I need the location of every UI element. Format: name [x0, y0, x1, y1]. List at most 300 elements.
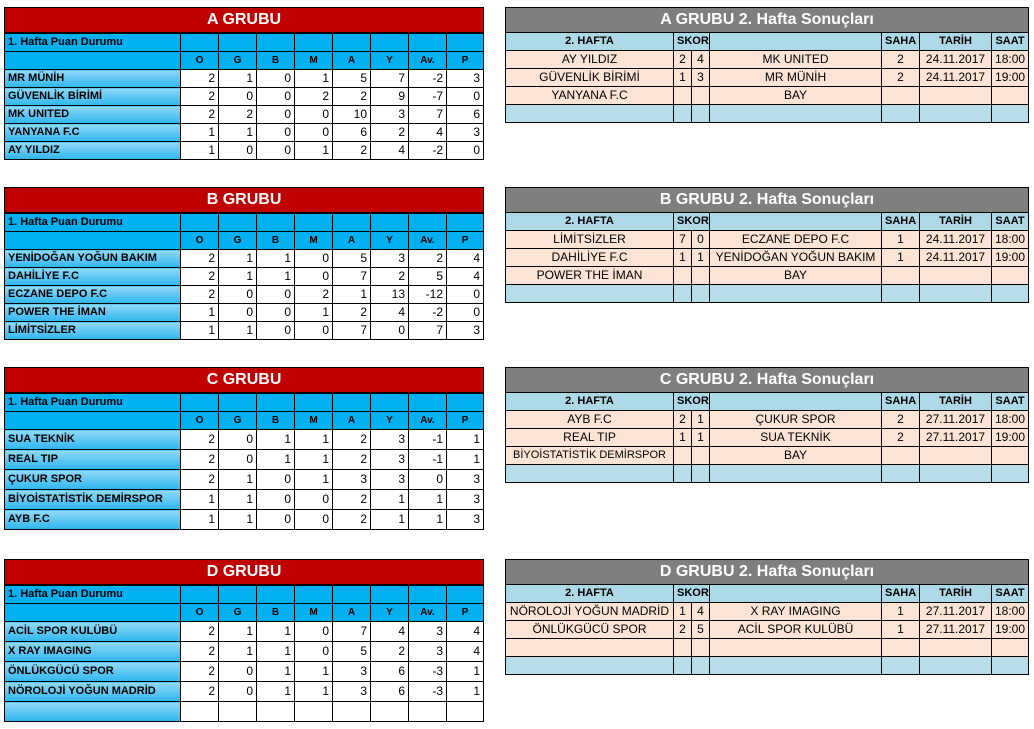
away-score: 1: [692, 249, 710, 267]
cell-m: 1: [295, 682, 333, 702]
table-row: [5, 510, 484, 530]
col-saha: SAHA: [882, 393, 920, 411]
cell-g: 0: [219, 430, 257, 450]
col-a: A: [333, 412, 371, 430]
col-b: B: [257, 52, 295, 70]
cell-y: 2: [371, 642, 409, 662]
cell-a: 2: [333, 430, 371, 450]
home-team: LİMİTSİZLER: [506, 231, 674, 249]
match-row: [506, 267, 1029, 285]
team-name: X RAY IMAGING: [5, 642, 181, 662]
table-row: [5, 142, 484, 160]
cell-g: 0: [219, 142, 257, 160]
team-name: AY YILDIZ: [5, 142, 181, 160]
cell-y: 2: [371, 124, 409, 142]
cell-y: 3: [371, 250, 409, 268]
match-row: [506, 639, 1029, 657]
cell-g: 1: [219, 268, 257, 286]
home-team: AYB F.C: [506, 411, 674, 429]
home-score: 1: [674, 429, 692, 447]
col-a: A: [333, 604, 371, 622]
cell-p: 4: [447, 622, 484, 642]
cell-av: -1: [409, 450, 447, 470]
group-d-standings: [4, 559, 484, 722]
cell-g: 1: [219, 490, 257, 510]
tarih: 27.11.2017: [920, 429, 992, 447]
cell-a: 5: [333, 642, 371, 662]
cell-y: 0: [371, 322, 409, 340]
cell-av: 2: [409, 250, 447, 268]
team-name: POWER THE İMAN: [5, 304, 181, 322]
col-b: B: [257, 604, 295, 622]
cell-m: 1: [295, 450, 333, 470]
cell-o: 1: [181, 142, 219, 160]
team-name: AYB F.C: [5, 510, 181, 530]
col-hafta: 2. HAFTA: [506, 213, 674, 231]
cell-p: 3: [447, 124, 484, 142]
cell-g: 0: [219, 286, 257, 304]
cell-p: 1: [447, 430, 484, 450]
cell-y: 4: [371, 304, 409, 322]
saat: 19:00: [992, 429, 1029, 447]
cell-b: 0: [257, 470, 295, 490]
cell-o: 2: [181, 470, 219, 490]
saha: 1: [882, 249, 920, 267]
col-skor: SKOR: [674, 393, 710, 411]
team-name: YANYANA F.C: [5, 124, 181, 142]
team-name: MK UNITED: [5, 106, 181, 124]
cell-a: 2: [333, 142, 371, 160]
away-score: 1: [692, 411, 710, 429]
tarih: 24.11.2017: [920, 231, 992, 249]
cell-m: 1: [295, 430, 333, 450]
saat: [992, 267, 1029, 285]
cell-b: 0: [257, 142, 295, 160]
col-av: Av.: [409, 52, 447, 70]
home-team: GÜVENLİK BİRİMİ: [506, 69, 674, 87]
cell-g: 1: [219, 250, 257, 268]
col-saat: SAAT: [992, 585, 1029, 603]
cell-av: 4: [409, 124, 447, 142]
cell-av: -2: [409, 70, 447, 88]
cell-g: 0: [219, 88, 257, 106]
away-score: 4: [692, 51, 710, 69]
cell-o: 1: [181, 322, 219, 340]
cell-p: 1: [447, 662, 484, 682]
table-row: [5, 470, 484, 490]
cell-av: -1: [409, 430, 447, 450]
away-score: 4: [692, 603, 710, 621]
cell-m: 0: [295, 268, 333, 286]
cell-o: 2: [181, 662, 219, 682]
cell-p: 3: [447, 490, 484, 510]
cell-av: 7: [409, 106, 447, 124]
group-title: C GRUBU: [5, 368, 484, 394]
col-o: O: [181, 52, 219, 70]
cell-p: 0: [447, 88, 484, 106]
col-p: P: [447, 604, 484, 622]
results-title: A GRUBU 2. Hafta Sonuçları: [506, 8, 1029, 33]
cell-y: 2: [371, 268, 409, 286]
cell-b: 1: [257, 662, 295, 682]
saat: 19:00: [992, 249, 1029, 267]
table-row: [5, 106, 484, 124]
cell-b: 0: [257, 88, 295, 106]
cell-av: -2: [409, 304, 447, 322]
saat: 19:00: [992, 621, 1029, 639]
cell-av: -3: [409, 682, 447, 702]
standings-label: 1. Hafta Puan Durumu: [5, 585, 181, 604]
cell-o: 2: [181, 286, 219, 304]
cell-p: 3: [447, 70, 484, 88]
cell-y: 1: [371, 510, 409, 530]
saat: [992, 639, 1029, 657]
saat: [992, 87, 1029, 105]
home-team: ÖNLÜKGÜCÜ SPOR: [506, 621, 674, 639]
col-p: P: [447, 232, 484, 250]
cell-y: 4: [371, 142, 409, 160]
group-a-standings: [4, 7, 484, 160]
saha: 2: [882, 51, 920, 69]
col-o: O: [181, 232, 219, 250]
tarih: 27.11.2017: [920, 621, 992, 639]
standings-label: 1. Hafta Puan Durumu: [5, 393, 181, 412]
away-score: [692, 267, 710, 285]
cell-g: 0: [219, 662, 257, 682]
team-name: ÖNLÜKGÜCÜ SPOR: [5, 662, 181, 682]
team-name: YENİDOĞAN YOĞUN BAKIM: [5, 250, 181, 268]
away-score: 3: [692, 69, 710, 87]
cell-g: 1: [219, 470, 257, 490]
col-y: Y: [371, 232, 409, 250]
cell-o: 2: [181, 622, 219, 642]
tarih: 24.11.2017: [920, 51, 992, 69]
cell-b: 1: [257, 682, 295, 702]
cell-g: 0: [219, 304, 257, 322]
cell-av: -2: [409, 142, 447, 160]
cell-av: 1: [409, 490, 447, 510]
table-row: [5, 124, 484, 142]
standings-label: 1. Hafta Puan Durumu: [5, 33, 181, 52]
cell-a: 2: [333, 88, 371, 106]
cell-b: 1: [257, 268, 295, 286]
home-score: [674, 87, 692, 105]
cell-y: 9: [371, 88, 409, 106]
table-row: [5, 304, 484, 322]
col-p: P: [447, 412, 484, 430]
table-row: [5, 88, 484, 106]
away-team: ACİL SPOR KULÜBÜ: [710, 621, 882, 639]
cell-y: 6: [371, 662, 409, 682]
col-tarih: TARİH: [920, 585, 992, 603]
away-team: BAY: [710, 87, 882, 105]
cell-a: 7: [333, 322, 371, 340]
saat: 18:00: [992, 603, 1029, 621]
cell-b: 0: [257, 304, 295, 322]
cell-g: 1: [219, 642, 257, 662]
cell-p: 4: [447, 642, 484, 662]
col-m: M: [295, 232, 333, 250]
col-tarih: TARİH: [920, 33, 992, 51]
table-row: [5, 322, 484, 340]
cell-a: 2: [333, 304, 371, 322]
col-p: P: [447, 52, 484, 70]
cell-av: -7: [409, 88, 447, 106]
col-b: B: [257, 412, 295, 430]
tarih: [920, 267, 992, 285]
group-a-results: [505, 7, 1029, 123]
home-team: [506, 639, 674, 657]
away-team: SUA TEKNİK: [710, 429, 882, 447]
col-saha: SAHA: [882, 33, 920, 51]
col-y: Y: [371, 412, 409, 430]
team-name: ACİL SPOR KULÜBÜ: [5, 622, 181, 642]
home-score: 1: [674, 69, 692, 87]
col-tarih: TARİH: [920, 213, 992, 231]
group-title: B GRUBU: [5, 188, 484, 214]
saat: 18:00: [992, 411, 1029, 429]
group-c-standings: [4, 367, 484, 530]
team-name: MR MÜNİH: [5, 70, 181, 88]
tarih: 27.11.2017: [920, 411, 992, 429]
cell-a: 2: [333, 510, 371, 530]
cell-o: 1: [181, 124, 219, 142]
home-team: AY YILDIZ: [506, 51, 674, 69]
col-saha: SAHA: [882, 585, 920, 603]
cell-p: 6: [447, 106, 484, 124]
match-row: [506, 411, 1029, 429]
cell-av: 5: [409, 268, 447, 286]
tarih: 24.11.2017: [920, 69, 992, 87]
team-name: GÜVENLİK BİRİMİ: [5, 88, 181, 106]
col-a: A: [333, 232, 371, 250]
cell-g: 1: [219, 622, 257, 642]
cell-m: 0: [295, 622, 333, 642]
away-team: MR MÜNİH: [710, 69, 882, 87]
cell-a: 10: [333, 106, 371, 124]
away-team: YENİDOĞAN YOĞUN BAKIM: [710, 249, 882, 267]
col-saat: SAAT: [992, 213, 1029, 231]
match-row: [506, 249, 1029, 267]
cell-b: 0: [257, 510, 295, 530]
cell-a: 5: [333, 250, 371, 268]
cell-g: 1: [219, 322, 257, 340]
cell-o: 2: [181, 70, 219, 88]
table-row: [5, 622, 484, 642]
group-title: A GRUBU: [5, 8, 484, 34]
cell-b: 1: [257, 622, 295, 642]
cell-y: 3: [371, 430, 409, 450]
cell-a: 3: [333, 662, 371, 682]
table-row: [5, 662, 484, 682]
team-name: BİYOİSTATİSTİK DEMİRSPOR: [5, 490, 181, 510]
away-score: [692, 639, 710, 657]
cell-av: 0: [409, 470, 447, 490]
table-row: [5, 642, 484, 662]
col-tarih: TARİH: [920, 393, 992, 411]
col-m: M: [295, 52, 333, 70]
cell-av: -3: [409, 662, 447, 682]
col-g: G: [219, 412, 257, 430]
cell-a: 3: [333, 682, 371, 702]
away-team: BAY: [710, 267, 882, 285]
col-m: M: [295, 412, 333, 430]
saha: 1: [882, 603, 920, 621]
table-row: [5, 450, 484, 470]
away-team: MK UNITED: [710, 51, 882, 69]
results-title: B GRUBU 2. Hafta Sonuçları: [506, 188, 1029, 213]
saha: [882, 447, 920, 465]
col-saha: SAHA: [882, 213, 920, 231]
away-score: 1: [692, 429, 710, 447]
table-row: [5, 430, 484, 450]
cell-o: 1: [181, 304, 219, 322]
col-saat: SAAT: [992, 393, 1029, 411]
cell-a: 1: [333, 286, 371, 304]
cell-p: 3: [447, 470, 484, 490]
cell-g: 1: [219, 124, 257, 142]
table-row: [5, 268, 484, 286]
col-skor: SKOR: [674, 585, 710, 603]
team-name: SUA TEKNİK: [5, 430, 181, 450]
match-row: [506, 231, 1029, 249]
match-row: [506, 51, 1029, 69]
col-av: Av.: [409, 604, 447, 622]
cell-o: 2: [181, 88, 219, 106]
cell-g: 1: [219, 70, 257, 88]
saat: 18:00: [992, 231, 1029, 249]
cell-b: 1: [257, 250, 295, 268]
group-title: D GRUBU: [5, 560, 484, 586]
table-row: [5, 70, 484, 88]
cell-b: 1: [257, 642, 295, 662]
col-o: O: [181, 412, 219, 430]
cell-m: 0: [295, 124, 333, 142]
saat: [992, 447, 1029, 465]
cell-o: 2: [181, 682, 219, 702]
col-b: B: [257, 232, 295, 250]
cell-b: 0: [257, 106, 295, 124]
team-name: ÇUKUR SPOR: [5, 470, 181, 490]
cell-a: 5: [333, 70, 371, 88]
cell-p: 0: [447, 304, 484, 322]
away-team: ÇUKUR SPOR: [710, 411, 882, 429]
cell-p: 4: [447, 268, 484, 286]
cell-o: 1: [181, 490, 219, 510]
tarih: [920, 639, 992, 657]
cell-y: 7: [371, 70, 409, 88]
cell-a: 6: [333, 124, 371, 142]
away-team: ECZANE DEPO F.C: [710, 231, 882, 249]
tarih: [920, 447, 992, 465]
col-saat: SAAT: [992, 33, 1029, 51]
cell-a: 7: [333, 268, 371, 286]
away-team: [710, 639, 882, 657]
cell-m: 1: [295, 662, 333, 682]
match-row: [506, 429, 1029, 447]
match-row: [506, 69, 1029, 87]
cell-a: 7: [333, 622, 371, 642]
cell-o: 2: [181, 250, 219, 268]
home-score: 2: [674, 411, 692, 429]
cell-m: 1: [295, 142, 333, 160]
empty-row: [5, 702, 484, 722]
home-score: 7: [674, 231, 692, 249]
home-score: 2: [674, 51, 692, 69]
saat: 18:00: [992, 51, 1029, 69]
cell-b: 0: [257, 322, 295, 340]
cell-b: 0: [257, 124, 295, 142]
cell-o: 2: [181, 450, 219, 470]
cell-p: 3: [447, 510, 484, 530]
cell-m: 1: [295, 304, 333, 322]
saha: 2: [882, 411, 920, 429]
cell-m: 0: [295, 250, 333, 268]
table-row: [5, 490, 484, 510]
group-b-results: [505, 187, 1029, 303]
cell-av: -12: [409, 286, 447, 304]
cell-m: 0: [295, 510, 333, 530]
tarih: 24.11.2017: [920, 249, 992, 267]
cell-m: 1: [295, 470, 333, 490]
cell-y: 3: [371, 106, 409, 124]
cell-av: 7: [409, 322, 447, 340]
cell-y: 4: [371, 622, 409, 642]
saha: [882, 267, 920, 285]
col-av: Av.: [409, 232, 447, 250]
col-y: Y: [371, 52, 409, 70]
group-b-standings: [4, 187, 484, 340]
home-score: [674, 639, 692, 657]
cell-o: 1: [181, 510, 219, 530]
team-name: REAL TIP: [5, 450, 181, 470]
home-team: NÖROLOJİ YOĞUN MADRİD: [506, 603, 674, 621]
saha: 1: [882, 231, 920, 249]
group-d-results: [505, 559, 1029, 675]
cell-m: 0: [295, 106, 333, 124]
saha: 2: [882, 69, 920, 87]
home-team: BİYOİSTATİSTİK DEMİRSPOR: [506, 447, 674, 465]
cell-o: 2: [181, 268, 219, 286]
cell-a: 3: [333, 470, 371, 490]
match-row: [506, 447, 1029, 465]
cell-o: 2: [181, 106, 219, 124]
cell-y: 3: [371, 470, 409, 490]
col-m: M: [295, 604, 333, 622]
home-score: [674, 267, 692, 285]
cell-o: 2: [181, 430, 219, 450]
cell-m: 2: [295, 286, 333, 304]
cell-y: 6: [371, 682, 409, 702]
cell-b: 1: [257, 430, 295, 450]
home-team: REAL TIP: [506, 429, 674, 447]
match-row: [506, 621, 1029, 639]
home-team: DAHİLİYE F.C: [506, 249, 674, 267]
saha: 2: [882, 429, 920, 447]
cell-m: 0: [295, 490, 333, 510]
col-av: Av.: [409, 412, 447, 430]
home-team: YANYANA F.C: [506, 87, 674, 105]
cell-b: 0: [257, 490, 295, 510]
cell-p: 1: [447, 682, 484, 702]
team-name: DAHİLİYE F.C: [5, 268, 181, 286]
away-score: [692, 447, 710, 465]
home-score: [674, 447, 692, 465]
saha: [882, 87, 920, 105]
saha: 1: [882, 621, 920, 639]
away-score: 5: [692, 621, 710, 639]
col-o: O: [181, 604, 219, 622]
